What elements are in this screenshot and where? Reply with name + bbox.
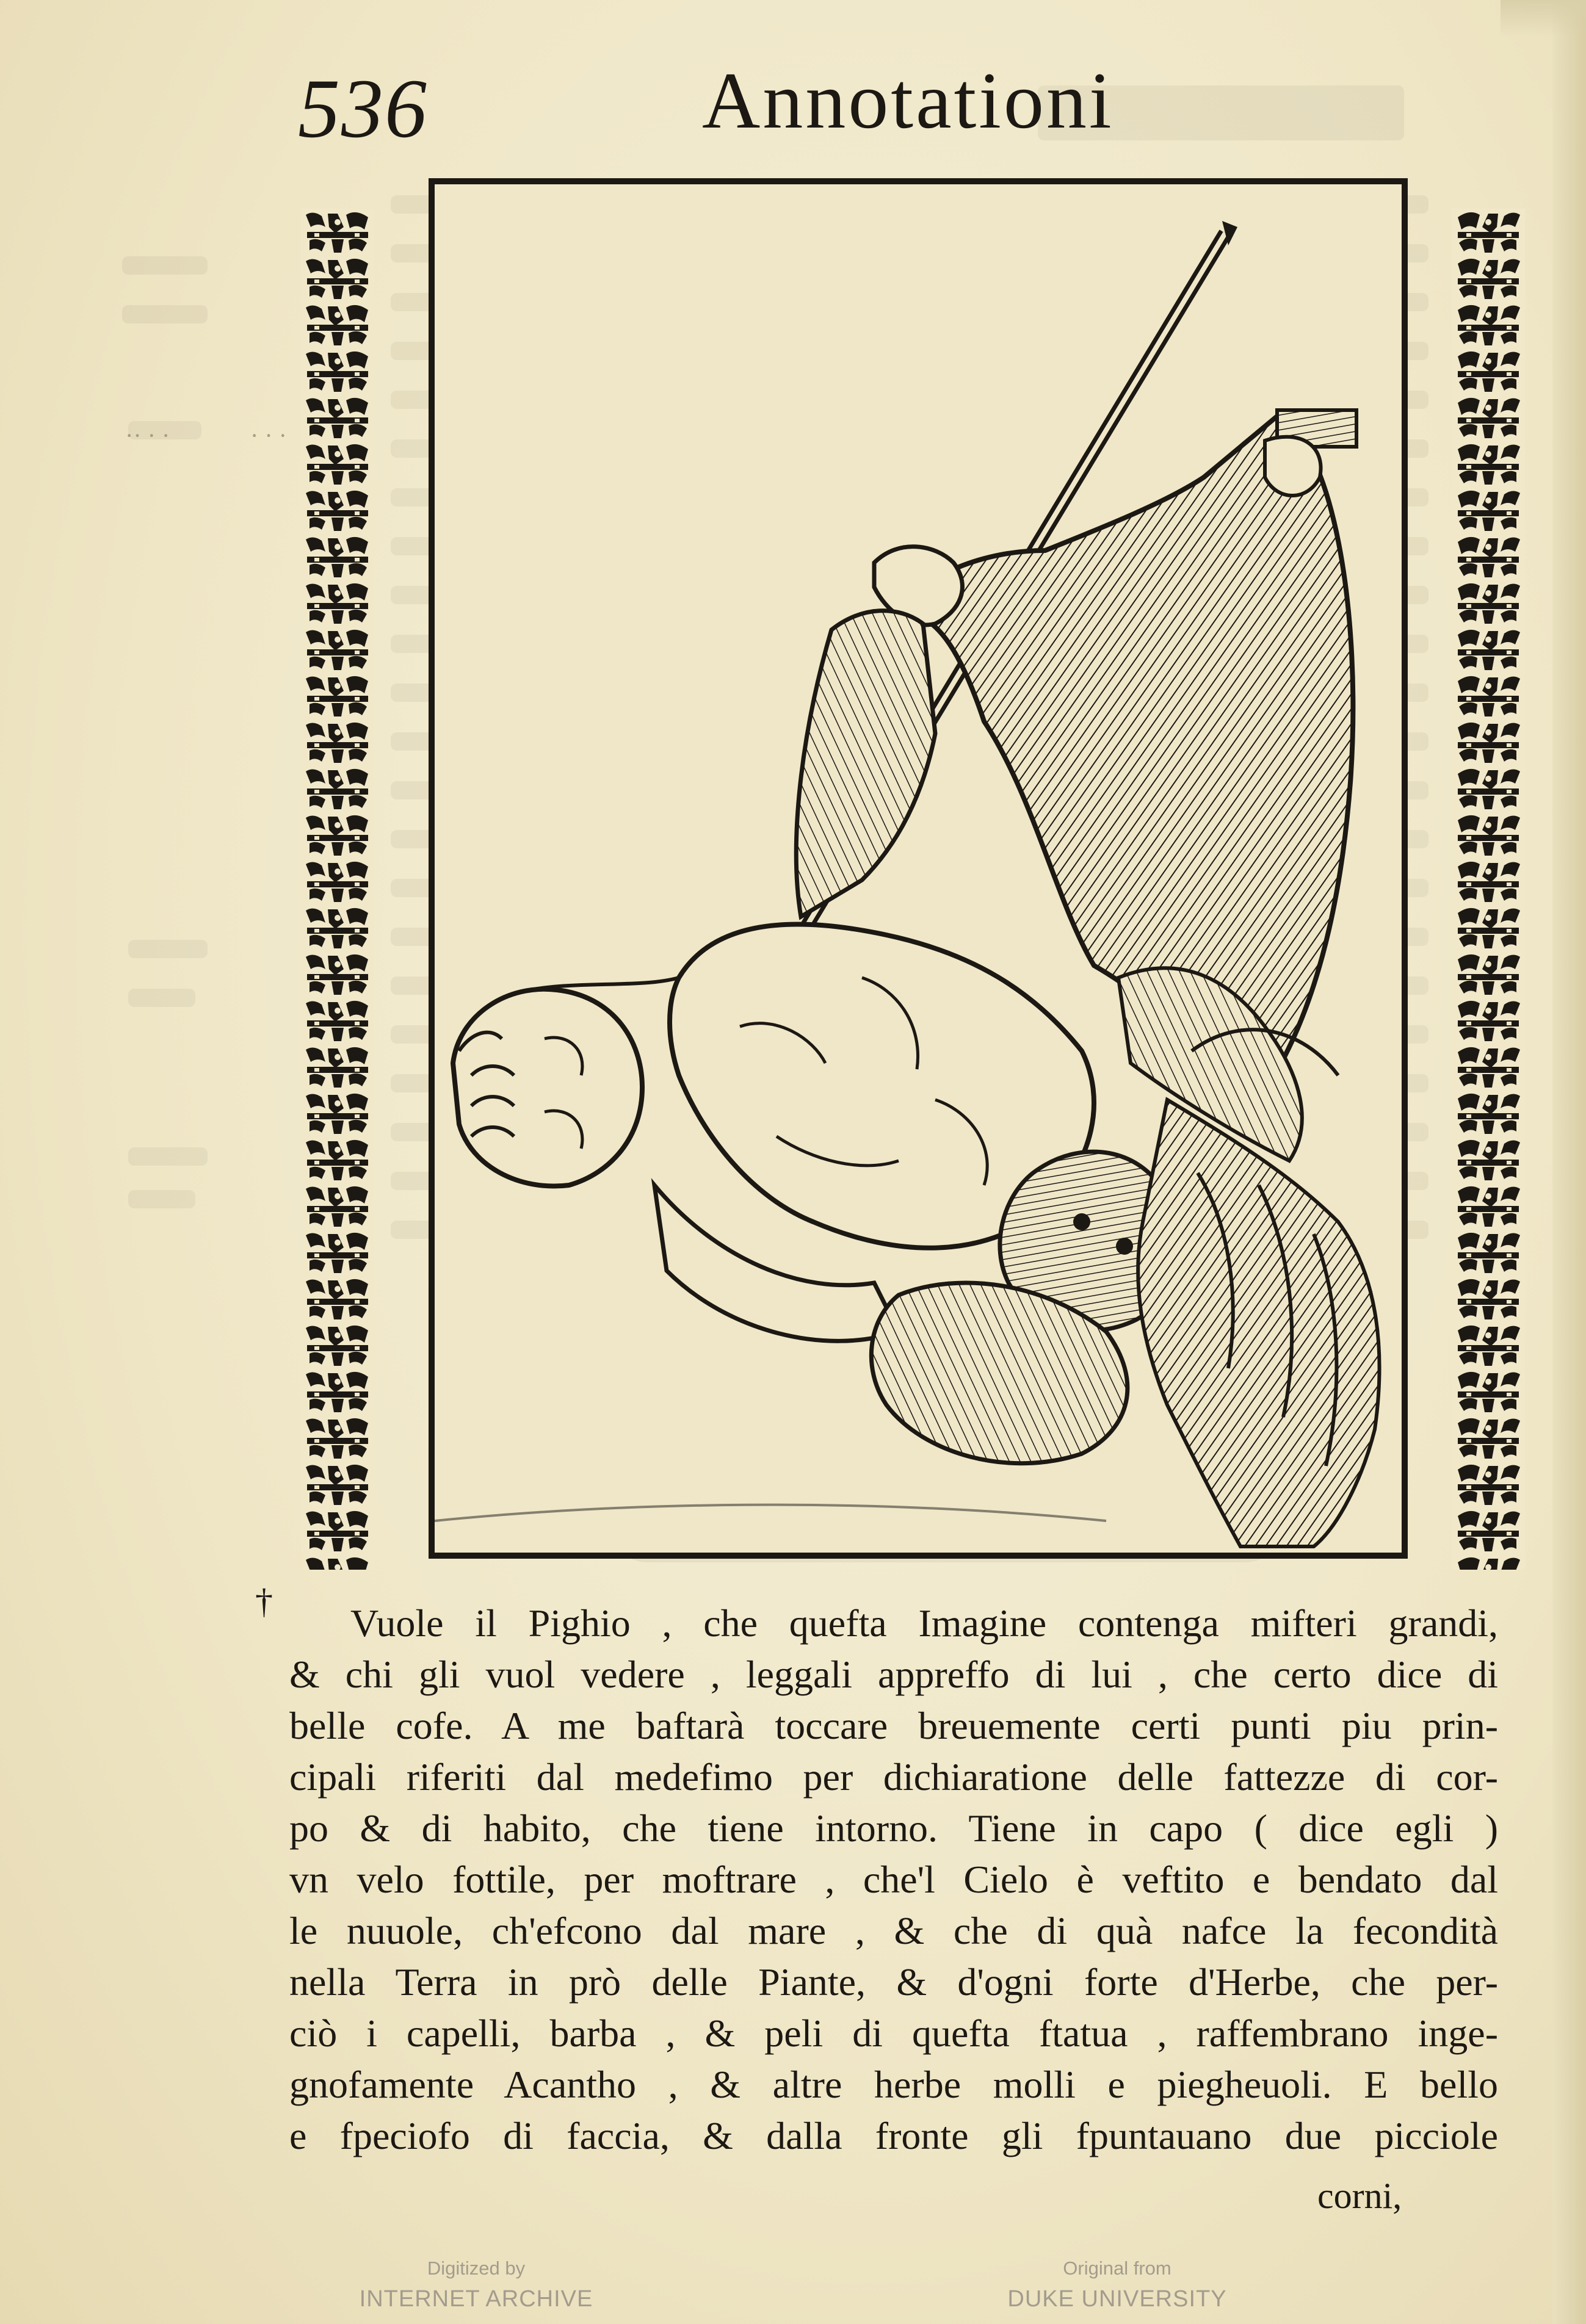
woodcut-illustration <box>429 178 1408 1559</box>
page-corner-shadow <box>1501 0 1586 37</box>
text-line: & chi gli vuol vedere , leggali appreffo di lui , che certo dice di <box>289 1653 1498 1696</box>
show-through-note: · · · <box>250 422 287 449</box>
text-line: e fpeciofo di faccia, & dalla fronte gli fpuntauano due picciole <box>289 2114 1498 2157</box>
text-line: nella Terra in prò delle Piante, & d'ogni forte d'Herbe, che per- <box>289 1960 1498 2004</box>
ornament-pattern-icon <box>301 209 374 1570</box>
right-ornament-border <box>1452 209 1525 1570</box>
left-ornament-border <box>301 209 374 1570</box>
text-line: Vuole il Pighio , che quefta Imagine contenga mifteri grandi, <box>350 1601 1498 1645</box>
woodcut-river-god-icon <box>435 184 1402 1553</box>
credit-source: DUKE UNIVERSITY <box>1007 2286 1227 2312</box>
marginal-mark: † <box>255 1581 273 1621</box>
credit-caption: Digitized by <box>427 2257 526 2279</box>
body-text <box>289 1598 1498 2162</box>
show-through-note: ·· · · <box>125 422 170 449</box>
ornament-pattern-icon <box>1452 209 1525 1570</box>
credit-source: INTERNET ARCHIVE <box>359 2286 593 2312</box>
credit-caption: Original from <box>1063 2257 1171 2279</box>
page-edge <box>1552 0 1586 2324</box>
running-title: Annotationi <box>702 56 1114 145</box>
text-line: cipali riferiti dal medefimo per dichiaratione delle fattezze di cor- <box>289 1755 1498 1799</box>
text-line: po & di habito, che tiene intorno. Tiene in capo ( dice egli ) <box>289 1806 1498 1850</box>
text-line: ciò i capelli, barba , & peli di quefta ftatua , raffembrano inge- <box>289 2012 1498 2055</box>
text-line: gnofamente Acantho , & altre herbe molli e piegheuoli. E bello <box>289 2063 1498 2106</box>
original-from-credit <box>977 2253 1258 2314</box>
catchword: corni, <box>1317 2176 1402 2216</box>
text-line: vn velo fottile, per moftrare , che'l Cielo è veftito e bendato dal <box>289 1858 1498 1901</box>
page-number: 536 <box>298 62 428 155</box>
text-line: le nuuole, ch'efcono dal mare , & che di quà nafce la fecondità <box>289 1909 1498 1952</box>
text-line: belle cofe. A me baftarà toccare breuemente certi punti piu prin- <box>289 1704 1498 1747</box>
digitized-by-credit <box>348 2253 604 2314</box>
